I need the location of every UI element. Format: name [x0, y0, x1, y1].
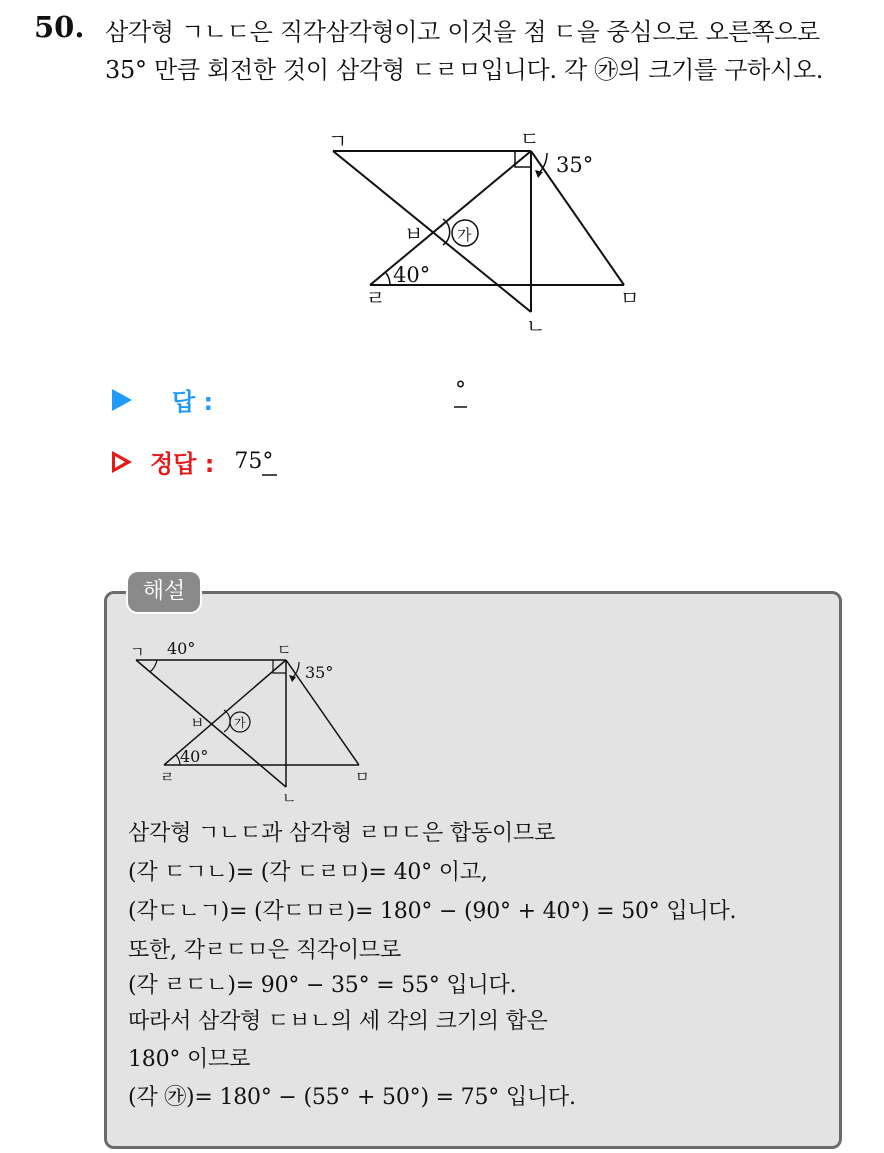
- correct-answer-label: 정답 :: [150, 450, 215, 478]
- explanation-line: (각ㄷㄴㄱ)= (각ㄷㅁㄹ)= 180° − (90° + 40°) = 50° 입니다.: [128, 899, 737, 924]
- question-text-line-1: 삼각형 ㄱㄴㄷ은 직각삼각형이고 이것을 점 ㄷ을 중심으로 오른쪽으로: [105, 18, 820, 46]
- label-g: ㄱ: [328, 129, 348, 153]
- explanation-line: (각 ㉮)= 180° − (55° + 50°) = 75° 입니다.: [128, 1085, 576, 1110]
- answer-unit: °: [455, 378, 466, 403]
- correct-answer-value: 75°: [234, 449, 274, 474]
- answer-label: 답 :: [172, 388, 214, 416]
- label-b: ㅂ: [404, 222, 424, 246]
- explanation-line: 또한, 각ㄹㄷㅁ은 직각이므로: [128, 938, 402, 963]
- expl-label-g: ㄱ: [130, 643, 145, 661]
- expl-label-r: ㄹ: [160, 768, 175, 786]
- expl-label-n: ㄴ: [282, 789, 297, 807]
- label-n: ㄴ: [526, 314, 546, 338]
- question-number: 50.: [34, 10, 85, 44]
- expl-angle-label-40-top: 40°: [167, 639, 196, 658]
- expl-label-ga: 가: [234, 716, 246, 730]
- label-ga: 가: [457, 226, 472, 244]
- expl-label-b: ㅂ: [190, 714, 205, 732]
- label-d: ㄷ: [520, 127, 540, 151]
- angle-label-40: 40°: [393, 263, 431, 287]
- expl-label-d: ㄷ: [277, 641, 292, 659]
- explanation-line: 따라서 삼각형 ㄷㅂㄴ의 세 각의 크기의 합은: [128, 1009, 548, 1034]
- label-r: ㄹ: [366, 286, 386, 310]
- expl-label-m: ㅁ: [355, 768, 370, 786]
- explanation-line: (각 ㄹㄷㄴ)= 90° − 35° = 55° 입니다.: [128, 973, 517, 998]
- expl-angle-label-40: 40°: [180, 747, 209, 766]
- explanation-line: 삼각형 ㄱㄴㄷ과 삼각형 ㄹㅁㄷ은 합동이므로: [128, 821, 556, 846]
- question-text-line-2: 35° 만큼 회전한 것이 삼각형 ㄷㄹㅁ입니다. 각 ㉮의 크기를 구하시오.: [105, 56, 824, 84]
- explanation-tab: 해설: [128, 572, 200, 612]
- expl-angle-label-35: 35°: [305, 663, 334, 682]
- explanation-line: (각 ㄷㄱㄴ)= (각 ㄷㄹㅁ)= 40° 이고,: [128, 860, 488, 885]
- angle-label-35: 35°: [556, 153, 594, 177]
- explanation-line: 180° 이므로: [128, 1047, 251, 1072]
- label-m: ㅁ: [620, 286, 640, 310]
